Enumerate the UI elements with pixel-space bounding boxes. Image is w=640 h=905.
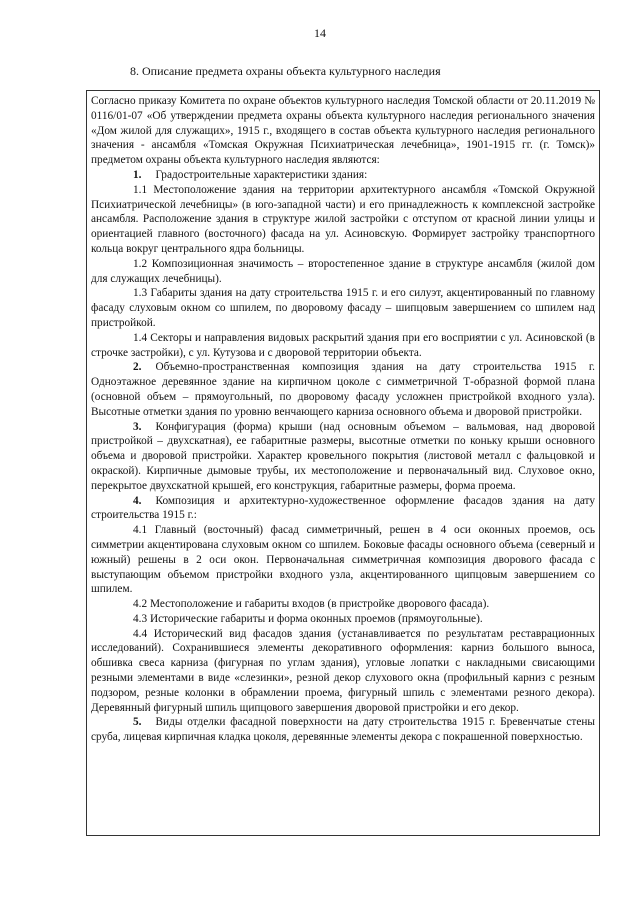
intro-paragraph [91, 94, 595, 168]
item-4-paragraph [91, 494, 595, 524]
item-3-paragraph [91, 420, 595, 494]
item-4-3-paragraph [91, 612, 595, 627]
item-number: 2. [133, 361, 142, 374]
page-number: 14 [314, 26, 326, 40]
item-4-4-paragraph [91, 627, 595, 716]
item-4-1-paragraph [91, 523, 595, 597]
paragraph-text: Градостроительные характеристики здания: [155, 168, 368, 181]
paragraph-text: 1.3 Габариты здания на дату строительства 1915 г. и его силуэт, акцентированный по главному фасаду слуховым окном со шпилем, по дворовому фасаду – шипцовым завершением со шпилем над пристройкой. [91, 287, 595, 329]
paragraph-text: 1.1 Местоположение здания на территории архитектурного ансамбля «Томской Окружной Психиатрической лечебницы» (в юго-западной части) и его принадлежность к комплексной застройке ансамбля. Расположение здания в структуре жилой застройки с отступом от красной линии улицы и ориентацией главного (восточного) фасада на ул. Асиновскую. Формирует застройку транспортного кольца вокруг центрального ядра больницы. [91, 183, 595, 255]
paragraph-text: Конфигурация (форма) крыши (над основным объемом – вальмовая, над дворовой пристройкой – двухскатная), ее габаритные размеры, высотные отметки по коньку крыши основного объема и дворовой пристройки. Характер кровельного покрытия (листовой металл с фальцовкой и окраской). Кирпичные дымовые трубы, их местоположение и первоначальный вид. Слуховое окно, перекрытое двухскатной крышей, его конструкция, габаритные размеры, форма проема. [91, 420, 595, 492]
item-1-4-paragraph [91, 331, 595, 361]
item-5-paragraph [91, 715, 595, 745]
paragraph-text: Согласно приказу Комитета по охране объектов культурного наследия Томской области от 20.11.2019 № 0116/01-07 «Об утверждении предмета охраны объекта культурного наследия регионального значения «Дом жилой для служащих», 1915 г., входящего в состав объекта культурного наследия регионального значения - ансамбля «Томская Окружная Психиатрическая лечебница», 1901-1915 гг. (г. Томск)» предметом охраны объекта культурного наследия являются: [91, 95, 595, 167]
paragraph-text: Композиция и архитектурно-художественное оформление фасадов здания на дату строительства 1915 г.: [91, 494, 595, 522]
item-1-paragraph [91, 168, 595, 183]
protection-subject-frame [86, 90, 600, 836]
section-heading: 8. Описание предмета охраны объекта культурного наследия [130, 64, 441, 78]
item-1-1-paragraph [91, 183, 595, 257]
item-number: 1. [133, 168, 142, 181]
item-number: 4. [133, 494, 142, 507]
paragraph-text: 4.4 Исторический вид фасадов здания (устанавливается по результатам реставрационных исследований). Сохранившиеся элементы декоративного оформления: карниз большого выноса, обшивка свеса карниза (фигурная по углам здания), угловые лопатки с накладными свисающими резными элементами в виде «слезинки», резной декор слухового окна (профильный карниз с резным подзором, резные колонки в обрамлении проема, фигурный шпиль с элементами резного декора). Деревянный фигурный шпиль щипцового завершения дворовой пристройки и его декор. [91, 627, 595, 714]
paragraph-text: 1.2 Композиционная значимость – второстепенное здание в структуре ансамбля (жилой дом для служащих лечебницы). [91, 257, 595, 285]
item-2-paragraph [91, 360, 595, 419]
paragraph-text: 4.2 Местоположение и габариты входов (в пристройке дворового фасада). [133, 598, 490, 611]
item-1-3-paragraph [91, 286, 595, 330]
paragraph-text: 1.4 Секторы и направления видовых раскрытий здания при его восприятии с ул. Асиновской (в строчке застройки), с ул. Кутузова и с дворовой территории объекта. [91, 331, 595, 359]
paragraph-text: 4.1 Главный (восточный) фасад симметричный, решен в 4 оси оконных проемов, ось симметрии акцентирована слуховым окном со шпилем. Боковые фасады основного объема (северный и южный) решены в 2 оси окон. Первоначальная симметричная композиция дворового фасада с выступающим объемом пристройки входного узла, акцентированного щипцовым завершением со шпилем. [91, 524, 595, 596]
item-1-2-paragraph [91, 257, 595, 287]
item-number: 3. [133, 420, 142, 433]
paragraph-text: 4.3 Исторические габариты и форма оконных проемов (прямоугольные). [133, 612, 483, 625]
item-4-2-paragraph [91, 597, 595, 612]
paragraph-text: Виды отделки фасадной поверхности на дату строительства 1915 г. Бревенчатые стены сруба, лицевая кирпичная кладка цоколя, деревянные элементы декора с покрашенной поверхностью. [91, 716, 595, 744]
paragraph-text: Объемно-пространственная композиция здания на дату строительства 1915 г. Одноэтажное деревянное здание на кирпичном цоколе с симметричной Т-образной формой плана (основной объем – прямоугольный, по дворовому фасаду усложнен пристройкой входного узла). Высотные отметки здания по уровню венчающего карниза основного объема и дворовой пристройки. [91, 361, 595, 418]
item-number: 5. [133, 716, 142, 729]
